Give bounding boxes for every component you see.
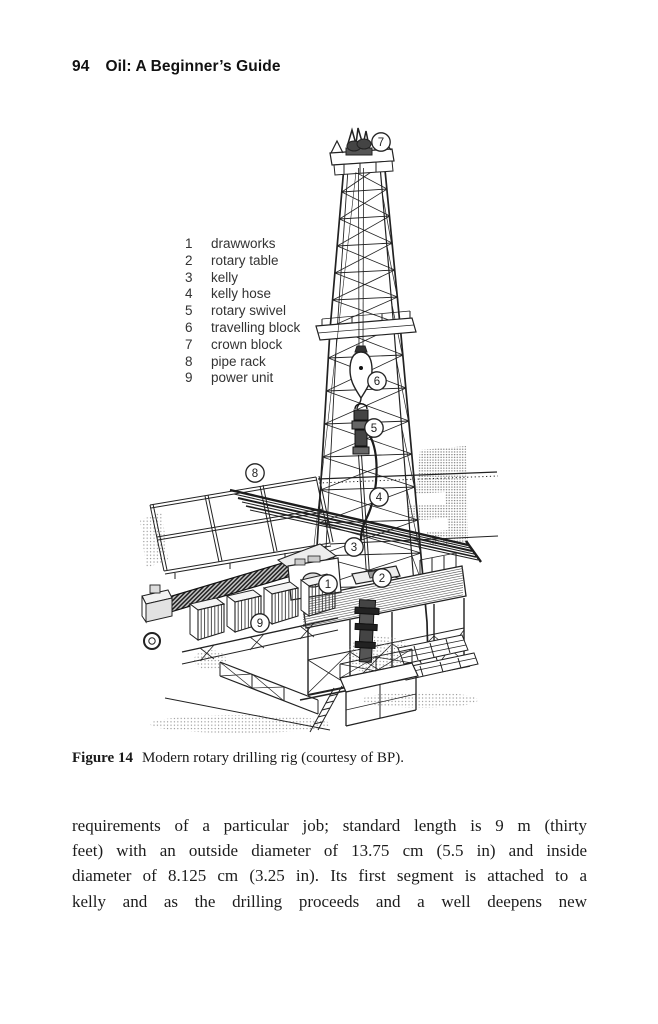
legend-number: 9 [185,370,193,386]
svg-text:7: 7 [377,137,385,150]
callout-1 [319,575,337,593]
svg-text:3: 3 [350,542,358,555]
legend-number: 4 [185,286,193,302]
legend-label: pipe rack [211,353,266,369]
legend-item [185,320,300,337]
body-line: kelly and as the drilling proceeds and a well deepens new [72,891,587,911]
svg-text:5: 5 [370,423,378,436]
legend-item [185,370,300,387]
callout-8 [246,464,264,482]
callout-6 [368,372,386,390]
truck-unit [142,585,172,649]
running-title: Oil: A Beginner’s Guide [105,58,281,75]
figure-caption-label: Figure 14 [72,750,133,766]
body-line: feet) with an outside diameter of 13.75 cm (5.5 in) and inside [72,841,587,861]
callout-9 [251,614,269,632]
legend-number: 5 [185,303,193,319]
svg-text:6: 6 [373,376,381,389]
svg-text:4: 4 [375,492,383,505]
legend-label: drawworks [211,236,276,251]
callout-2 [373,569,391,587]
legend-label: rotary swivel [211,303,287,319]
body-line: diameter of 8.125 cm (3.25 in). Its first segment is attached to a [72,866,587,886]
legend-item [185,286,300,303]
legend-number: 8 [185,353,193,369]
figure-legend [185,236,300,387]
legend-item [185,236,300,253]
legend-item [185,253,300,270]
callout-3 [345,538,363,556]
legend-number: 6 [185,319,193,335]
legend-item [185,270,300,287]
legend-number: 3 [185,269,193,285]
legend-label: power unit [211,370,274,386]
svg-text:8: 8 [251,468,259,481]
legend-item [185,337,300,354]
body-line: requirements of a particular job; standard length is 9 m (thirty [72,816,587,835]
legend-label: kelly hose [211,286,272,302]
callout-4 [370,488,388,506]
body-paragraph [72,813,587,914]
svg-text:2: 2 [378,573,386,586]
legend-label: rotary table [211,252,279,268]
legend-number: 7 [185,336,193,352]
legend-item [185,303,300,320]
legend-label: travelling block [211,319,301,335]
svg-text:1: 1 [324,579,332,592]
figure-caption-text: Modern rotary drilling rig (courtesy of BP). [141,750,404,766]
callout-7 [372,133,390,151]
figure-caption [72,750,592,767]
kelly [359,455,371,582]
svg-text:9: 9 [256,618,264,631]
legend-item [185,354,300,371]
legend-label: crown block [211,336,283,352]
legend-number: 1 [185,236,193,251]
callout-5 [365,419,383,437]
legend-number: 2 [185,252,193,268]
page-number: 94 [72,58,90,75]
legend-label: kelly [211,269,239,285]
